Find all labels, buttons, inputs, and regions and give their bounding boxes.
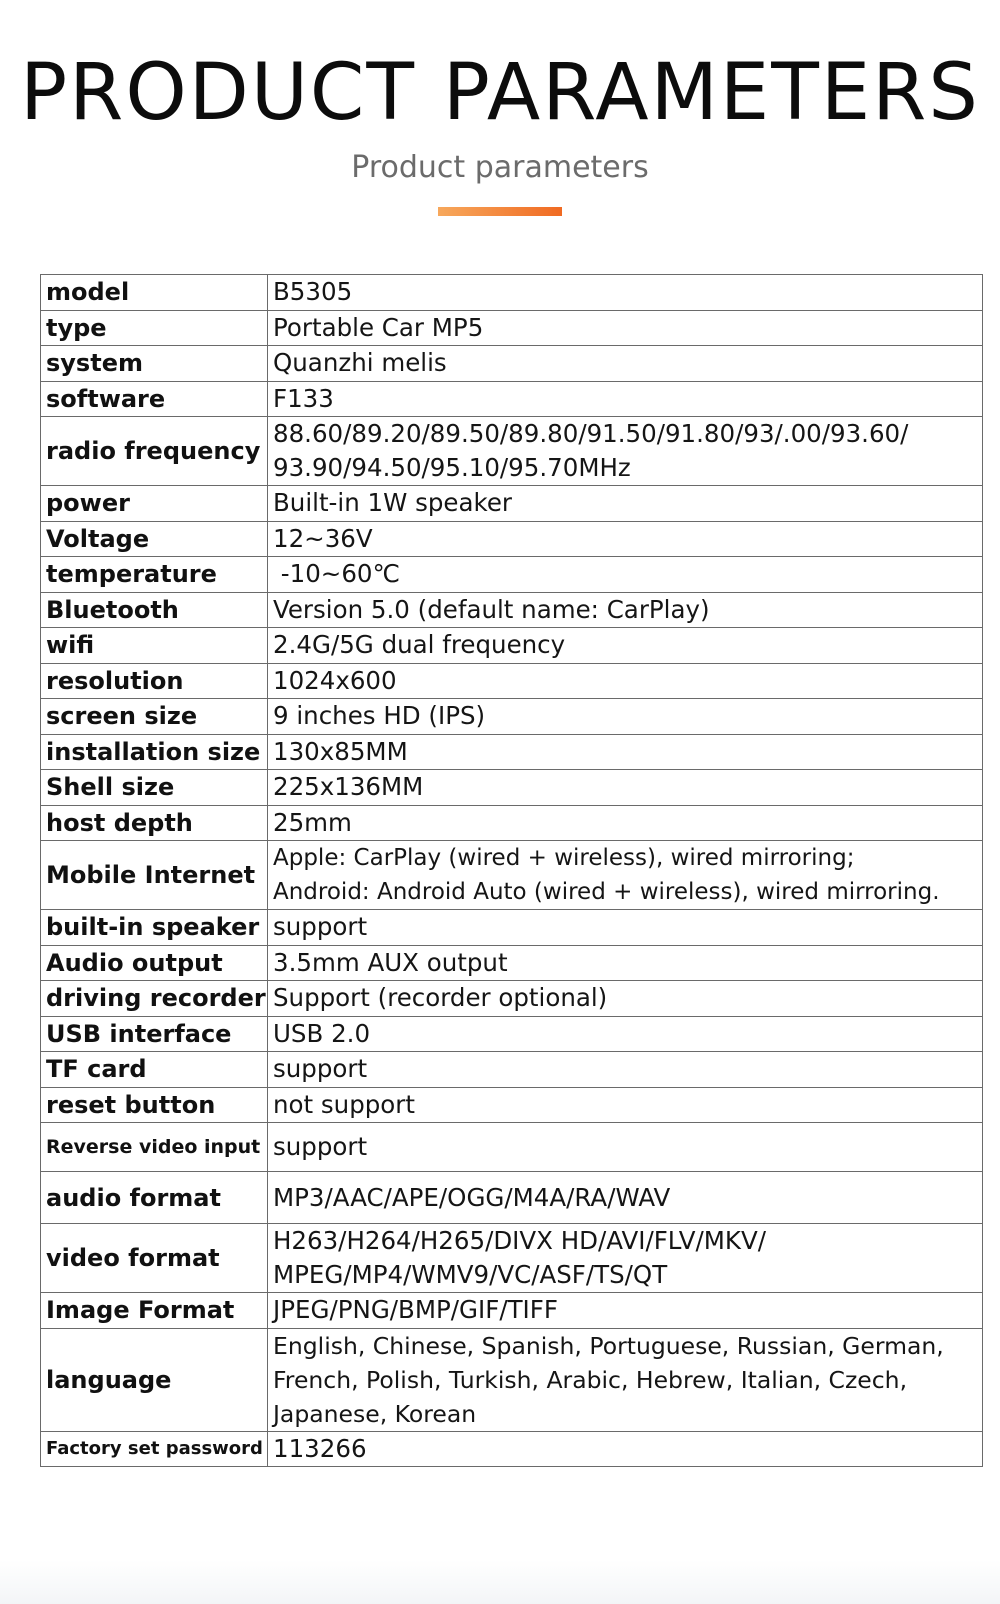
param-value: -10~60℃	[268, 557, 983, 593]
table-row	[41, 1016, 983, 1052]
param-value: Version 5.0 (default name: CarPlay)	[268, 592, 983, 628]
param-label: Reverse video input	[41, 1123, 268, 1172]
param-value: Support (recorder optional)	[268, 981, 983, 1017]
param-value: 25mm	[268, 805, 983, 841]
param-label: radio frequency	[41, 417, 268, 486]
param-value: JPEG/PNG/BMP/GIF/TIFF	[268, 1293, 983, 1329]
param-value: 130x85MM	[268, 734, 983, 770]
param-label: type	[41, 310, 268, 346]
param-label: driving recorder	[41, 981, 268, 1017]
table-row	[41, 557, 983, 593]
page-subtitle: Product parameters	[351, 150, 649, 185]
param-label: Factory set password	[41, 1431, 268, 1467]
param-label: model	[41, 275, 268, 311]
table-row	[41, 1123, 983, 1172]
table-row	[41, 945, 983, 981]
param-value: H263/H264/H265/DIVX HD/AVI/FLV/MKV/ MPEG/MP4/WMV9/VC/ASF/TS/QT	[268, 1224, 983, 1293]
param-value: 1024x600	[268, 663, 983, 699]
param-label: audio format	[41, 1172, 268, 1224]
table-row	[41, 841, 983, 910]
param-value: 9 inches HD (IPS)	[268, 699, 983, 735]
table-row	[41, 417, 983, 486]
param-label: USB interface	[41, 1016, 268, 1052]
param-value: 88.60/89.20/89.50/89.80/91.50/91.80/93/.00/93.60/ 93.90/94.50/95.10/95.70MHz	[268, 417, 983, 486]
param-label: video format	[41, 1224, 268, 1293]
param-value: Quanzhi melis	[268, 346, 983, 382]
page-title: PRODUCT PARAMETERS	[20, 48, 980, 138]
param-label: software	[41, 381, 268, 417]
param-value: USB 2.0	[268, 1016, 983, 1052]
param-label: Voltage	[41, 521, 268, 557]
table-row	[41, 1087, 983, 1123]
param-value: not support	[268, 1087, 983, 1123]
param-value: 3.5mm AUX output	[268, 945, 983, 981]
param-label: temperature	[41, 557, 268, 593]
param-value: MP3/AAC/APE/OGG/M4A/RA/WAV	[268, 1172, 983, 1224]
param-value: 12~36V	[268, 521, 983, 557]
param-label: screen size	[41, 699, 268, 735]
param-label: Mobile Internet	[41, 841, 268, 910]
table-row	[41, 1328, 983, 1431]
table-row	[41, 1052, 983, 1088]
table-row	[41, 628, 983, 664]
param-value: F133	[268, 381, 983, 417]
param-label: resolution	[41, 663, 268, 699]
table-row	[41, 1431, 983, 1467]
table-row	[41, 770, 983, 806]
param-label: Bluetooth	[41, 592, 268, 628]
param-value: support	[268, 1123, 983, 1172]
param-label: Audio output	[41, 945, 268, 981]
table-row	[41, 1224, 983, 1293]
param-value: 2.4G/5G dual frequency	[268, 628, 983, 664]
param-label: power	[41, 486, 268, 522]
param-value: B5305	[268, 275, 983, 311]
table-row	[41, 910, 983, 946]
table-row	[41, 310, 983, 346]
param-label: installation size	[41, 734, 268, 770]
table-row	[41, 381, 983, 417]
param-label: TF card	[41, 1052, 268, 1088]
table-row	[41, 346, 983, 382]
param-value: support	[268, 1052, 983, 1088]
table-row	[41, 1172, 983, 1224]
table-row	[41, 734, 983, 770]
param-label: reset button	[41, 1087, 268, 1123]
param-label: language	[41, 1328, 268, 1431]
param-value: 113266	[268, 1431, 983, 1467]
param-label: Shell size	[41, 770, 268, 806]
bottom-fade	[0, 1560, 1000, 1604]
param-value: English, Chinese, Spanish, Portuguese, Russian, German, French, Polish, Turkish, Arabic, Hebrew, Italian, Czech, Japanese, Korean	[268, 1328, 983, 1431]
param-value: 225x136MM	[268, 770, 983, 806]
table-row	[41, 663, 983, 699]
param-label: wifi	[41, 628, 268, 664]
param-label: built-in speaker	[41, 910, 268, 946]
table-row	[41, 521, 983, 557]
table-row	[41, 699, 983, 735]
accent-divider	[438, 207, 562, 216]
parameters-table	[40, 274, 983, 1467]
param-label: system	[41, 346, 268, 382]
param-value: Portable Car MP5	[268, 310, 983, 346]
table-row	[41, 275, 983, 311]
table-row	[41, 805, 983, 841]
table-row	[41, 1293, 983, 1329]
param-value: Apple: CarPlay (wired + wireless), wired mirroring; Android: Android Auto (wired + wireless), wired mirroring.	[268, 841, 983, 910]
param-value: support	[268, 910, 983, 946]
table-row	[41, 592, 983, 628]
param-label: host depth	[41, 805, 268, 841]
table-row	[41, 981, 983, 1017]
param-value: Built-in 1W speaker	[268, 486, 983, 522]
table-row	[41, 486, 983, 522]
param-label: Image Format	[41, 1293, 268, 1329]
